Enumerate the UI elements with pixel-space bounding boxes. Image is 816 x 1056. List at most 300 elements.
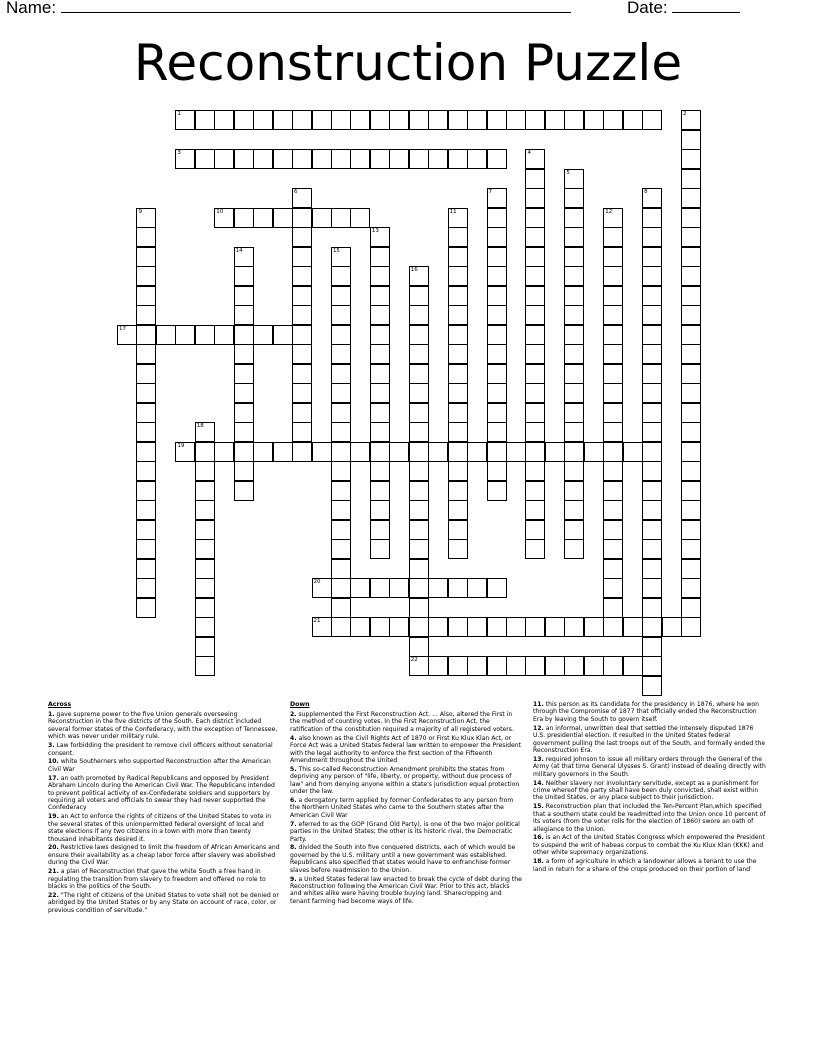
grid-cell[interactable] — [487, 286, 507, 306]
grid-cell[interactable] — [681, 227, 701, 247]
grid-cell[interactable] — [175, 149, 195, 169]
grid-cell[interactable] — [642, 344, 662, 364]
grid-cell[interactable] — [681, 188, 701, 208]
grid-cell[interactable] — [603, 227, 623, 247]
grid-cell[interactable] — [234, 149, 254, 169]
grid-cell[interactable] — [487, 247, 507, 267]
grid-cell[interactable] — [409, 149, 429, 169]
grid-cell[interactable] — [409, 325, 429, 345]
grid-cell[interactable] — [681, 325, 701, 345]
grid-cell[interactable] — [370, 325, 390, 345]
grid-cell[interactable] — [564, 344, 584, 364]
grid-cell[interactable] — [331, 305, 351, 325]
grid-cell[interactable] — [195, 598, 215, 618]
grid-cell[interactable] — [234, 383, 254, 403]
grid-cell[interactable] — [642, 305, 662, 325]
grid-cell[interactable] — [467, 442, 487, 462]
grid-cell[interactable] — [409, 461, 429, 481]
grid-cell[interactable] — [448, 110, 468, 130]
grid-cell[interactable] — [487, 364, 507, 384]
grid-cell[interactable] — [234, 422, 254, 442]
grid-cell[interactable] — [389, 110, 409, 130]
grid-cell[interactable] — [350, 617, 370, 637]
grid-cell[interactable] — [525, 247, 545, 267]
grid-cell[interactable] — [273, 110, 293, 130]
grid-cell[interactable] — [642, 383, 662, 403]
grid-cell[interactable] — [331, 110, 351, 130]
grid-cell[interactable] — [603, 617, 623, 637]
grid-cell[interactable] — [409, 481, 429, 501]
grid-cell[interactable] — [448, 344, 468, 364]
grid-cell[interactable] — [525, 188, 545, 208]
grid-cell[interactable] — [525, 461, 545, 481]
grid-cell[interactable] — [487, 325, 507, 345]
grid-cell[interactable] — [642, 442, 662, 462]
grid-cell[interactable] — [525, 656, 545, 676]
grid-cell[interactable] — [603, 578, 623, 598]
grid-cell[interactable] — [273, 325, 293, 345]
grid-cell[interactable] — [195, 325, 215, 345]
grid-cell[interactable] — [292, 422, 312, 442]
name-field[interactable] — [6, 0, 571, 18]
grid-cell[interactable] — [525, 539, 545, 559]
grid-cell[interactable] — [642, 617, 662, 637]
grid-cell[interactable] — [448, 325, 468, 345]
grid-cell[interactable] — [370, 305, 390, 325]
grid-cell[interactable] — [584, 617, 604, 637]
grid-cell[interactable] — [370, 286, 390, 306]
date-field[interactable] — [627, 0, 740, 18]
grid-cell[interactable] — [642, 110, 662, 130]
grid-cell[interactable] — [292, 442, 312, 462]
grid-cell[interactable] — [136, 325, 156, 345]
grid-cell[interactable] — [525, 344, 545, 364]
grid-cell[interactable] — [448, 286, 468, 306]
grid-cell[interactable] — [370, 266, 390, 286]
grid-cell[interactable] — [234, 208, 254, 228]
grid-cell[interactable] — [273, 208, 293, 228]
grid-cell[interactable] — [623, 110, 643, 130]
grid-cell[interactable] — [564, 481, 584, 501]
grid-cell[interactable] — [564, 461, 584, 481]
grid-cell[interactable] — [448, 656, 468, 676]
grid-cell[interactable] — [564, 325, 584, 345]
grid-cell[interactable] — [156, 325, 176, 345]
grid-cell[interactable] — [467, 110, 487, 130]
grid-cell[interactable] — [234, 305, 254, 325]
grid-cell[interactable] — [136, 344, 156, 364]
grid-cell[interactable] — [175, 110, 195, 130]
grid-cell[interactable] — [564, 442, 584, 462]
grid-cell[interactable] — [525, 442, 545, 462]
grid-cell[interactable] — [545, 442, 565, 462]
grid-cell[interactable] — [564, 617, 584, 637]
grid-cell[interactable] — [603, 344, 623, 364]
grid-cell[interactable] — [389, 617, 409, 637]
grid-cell[interactable] — [448, 247, 468, 267]
grid-cell[interactable] — [603, 383, 623, 403]
grid-cell[interactable] — [428, 110, 448, 130]
grid-cell[interactable] — [564, 305, 584, 325]
grid-cell[interactable] — [642, 578, 662, 598]
grid-cell[interactable] — [273, 149, 293, 169]
grid-cell[interactable] — [136, 598, 156, 618]
grid-cell[interactable] — [136, 364, 156, 384]
grid-cell[interactable] — [584, 442, 604, 462]
grid-cell[interactable] — [564, 266, 584, 286]
grid-cell[interactable] — [603, 208, 623, 228]
grid-cell[interactable] — [292, 403, 312, 423]
grid-cell[interactable] — [331, 500, 351, 520]
grid-cell[interactable] — [136, 520, 156, 540]
grid-cell[interactable] — [370, 422, 390, 442]
grid-cell[interactable] — [487, 188, 507, 208]
grid-cell[interactable] — [331, 578, 351, 598]
grid-cell[interactable] — [175, 442, 195, 462]
grid-cell[interactable] — [603, 305, 623, 325]
grid-cell[interactable] — [253, 442, 273, 462]
grid-cell[interactable] — [448, 149, 468, 169]
grid-cell[interactable] — [312, 208, 332, 228]
grid-cell[interactable] — [467, 149, 487, 169]
grid-cell[interactable] — [681, 481, 701, 501]
grid-cell[interactable] — [331, 422, 351, 442]
grid-cell[interactable] — [506, 656, 526, 676]
grid-cell[interactable] — [234, 461, 254, 481]
grid-cell[interactable] — [681, 364, 701, 384]
grid-cell[interactable] — [681, 617, 701, 637]
grid-cell[interactable] — [331, 247, 351, 267]
grid-cell[interactable] — [195, 539, 215, 559]
grid-cell[interactable] — [331, 208, 351, 228]
grid-cell[interactable] — [428, 578, 448, 598]
grid-cell[interactable] — [448, 617, 468, 637]
grid-cell[interactable] — [681, 461, 701, 481]
grid-cell[interactable] — [603, 247, 623, 267]
grid-cell[interactable] — [253, 325, 273, 345]
grid-cell[interactable] — [467, 578, 487, 598]
grid-cell[interactable] — [370, 520, 390, 540]
grid-cell[interactable] — [234, 442, 254, 462]
grid-cell[interactable] — [409, 442, 429, 462]
grid-cell[interactable] — [389, 149, 409, 169]
grid-cell[interactable] — [370, 149, 390, 169]
grid-cell[interactable] — [292, 110, 312, 130]
grid-cell[interactable] — [642, 598, 662, 618]
grid-cell[interactable] — [214, 442, 234, 462]
grid-cell[interactable] — [195, 461, 215, 481]
grid-cell[interactable] — [564, 247, 584, 267]
grid-cell[interactable] — [525, 208, 545, 228]
grid-cell[interactable] — [292, 325, 312, 345]
grid-cell[interactable] — [525, 305, 545, 325]
grid-cell[interactable] — [195, 637, 215, 657]
grid-cell[interactable] — [234, 110, 254, 130]
grid-cell[interactable] — [409, 266, 429, 286]
grid-cell[interactable] — [195, 656, 215, 676]
grid-cell[interactable] — [331, 598, 351, 618]
grid-cell[interactable] — [642, 520, 662, 540]
grid-cell[interactable] — [525, 110, 545, 130]
grid-cell[interactable] — [681, 169, 701, 189]
grid-cell[interactable] — [331, 461, 351, 481]
grid-cell[interactable] — [545, 617, 565, 637]
grid-cell[interactable] — [487, 227, 507, 247]
grid-cell[interactable] — [195, 617, 215, 637]
grid-cell[interactable] — [292, 266, 312, 286]
grid-cell[interactable] — [195, 500, 215, 520]
grid-cell[interactable] — [564, 364, 584, 384]
grid-cell[interactable] — [117, 325, 137, 345]
grid-cell[interactable] — [564, 169, 584, 189]
grid-cell[interactable] — [409, 578, 429, 598]
grid-cell[interactable] — [136, 266, 156, 286]
grid-cell[interactable] — [370, 247, 390, 267]
grid-cell[interactable] — [603, 598, 623, 618]
grid-cell[interactable] — [603, 422, 623, 442]
grid-cell[interactable] — [136, 403, 156, 423]
grid-cell[interactable] — [525, 364, 545, 384]
grid-cell[interactable] — [642, 188, 662, 208]
grid-cell[interactable] — [623, 442, 643, 462]
grid-cell[interactable] — [195, 520, 215, 540]
grid-cell[interactable] — [642, 559, 662, 579]
grid-cell[interactable] — [292, 188, 312, 208]
grid-cell[interactable] — [487, 149, 507, 169]
grid-cell[interactable] — [331, 617, 351, 637]
grid-cell[interactable] — [525, 325, 545, 345]
grid-cell[interactable] — [448, 305, 468, 325]
grid-cell[interactable] — [642, 266, 662, 286]
grid-cell[interactable] — [428, 442, 448, 462]
grid-cell[interactable] — [642, 481, 662, 501]
grid-cell[interactable] — [136, 461, 156, 481]
name-line[interactable] — [61, 0, 571, 13]
grid-cell[interactable] — [312, 578, 332, 598]
grid-cell[interactable] — [409, 286, 429, 306]
grid-cell[interactable] — [389, 442, 409, 462]
grid-cell[interactable] — [681, 403, 701, 423]
grid-cell[interactable] — [603, 403, 623, 423]
grid-cell[interactable] — [175, 325, 195, 345]
grid-cell[interactable] — [370, 578, 390, 598]
grid-cell[interactable] — [136, 559, 156, 579]
grid-cell[interactable] — [136, 422, 156, 442]
grid-cell[interactable] — [525, 286, 545, 306]
grid-cell[interactable] — [525, 617, 545, 637]
grid-cell[interactable] — [603, 110, 623, 130]
grid-cell[interactable] — [681, 110, 701, 130]
grid-cell[interactable] — [448, 403, 468, 423]
grid-cell[interactable] — [331, 559, 351, 579]
grid-cell[interactable] — [312, 149, 332, 169]
grid-cell[interactable] — [681, 578, 701, 598]
grid-cell[interactable] — [331, 149, 351, 169]
grid-cell[interactable] — [487, 266, 507, 286]
grid-cell[interactable] — [681, 422, 701, 442]
grid-cell[interactable] — [195, 422, 215, 442]
grid-cell[interactable] — [331, 266, 351, 286]
grid-cell[interactable] — [487, 110, 507, 130]
grid-cell[interactable] — [234, 344, 254, 364]
grid-cell[interactable] — [642, 637, 662, 657]
grid-cell[interactable] — [525, 520, 545, 540]
grid-cell[interactable] — [234, 247, 254, 267]
grid-cell[interactable] — [681, 305, 701, 325]
grid-cell[interactable] — [448, 481, 468, 501]
grid-cell[interactable] — [234, 364, 254, 384]
grid-cell[interactable] — [273, 442, 293, 462]
grid-cell[interactable] — [136, 481, 156, 501]
grid-cell[interactable] — [428, 656, 448, 676]
grid-cell[interactable] — [487, 617, 507, 637]
grid-cell[interactable] — [331, 325, 351, 345]
grid-cell[interactable] — [564, 110, 584, 130]
grid-cell[interactable] — [448, 442, 468, 462]
grid-cell[interactable] — [292, 305, 312, 325]
grid-cell[interactable] — [136, 500, 156, 520]
grid-cell[interactable] — [487, 403, 507, 423]
grid-cell[interactable] — [642, 325, 662, 345]
grid-cell[interactable] — [312, 110, 332, 130]
grid-cell[interactable] — [370, 500, 390, 520]
grid-cell[interactable] — [214, 325, 234, 345]
grid-cell[interactable] — [642, 656, 662, 676]
grid-cell[interactable] — [428, 617, 448, 637]
grid-cell[interactable] — [136, 442, 156, 462]
grid-cell[interactable] — [409, 500, 429, 520]
grid-cell[interactable] — [448, 500, 468, 520]
grid-cell[interactable] — [409, 559, 429, 579]
grid-cell[interactable] — [292, 344, 312, 364]
grid-cell[interactable] — [409, 598, 429, 618]
grid-cell[interactable] — [545, 656, 565, 676]
grid-cell[interactable] — [681, 442, 701, 462]
grid-cell[interactable] — [409, 305, 429, 325]
grid-cell[interactable] — [448, 461, 468, 481]
grid-cell[interactable] — [409, 364, 429, 384]
grid-cell[interactable] — [603, 442, 623, 462]
grid-cell[interactable] — [331, 403, 351, 423]
grid-cell[interactable] — [525, 227, 545, 247]
grid-cell[interactable] — [331, 442, 351, 462]
grid-cell[interactable] — [642, 208, 662, 228]
grid-cell[interactable] — [642, 539, 662, 559]
grid-cell[interactable] — [564, 520, 584, 540]
grid-cell[interactable] — [487, 481, 507, 501]
grid-cell[interactable] — [564, 500, 584, 520]
grid-cell[interactable] — [525, 383, 545, 403]
grid-cell[interactable] — [681, 559, 701, 579]
grid-cell[interactable] — [409, 422, 429, 442]
grid-cell[interactable] — [409, 539, 429, 559]
grid-cell[interactable] — [448, 227, 468, 247]
grid-cell[interactable] — [642, 676, 662, 696]
grid-cell[interactable] — [564, 656, 584, 676]
grid-cell[interactable] — [234, 266, 254, 286]
grid-cell[interactable] — [487, 442, 507, 462]
grid-cell[interactable] — [448, 539, 468, 559]
grid-cell[interactable] — [409, 617, 429, 637]
grid-cell[interactable] — [214, 149, 234, 169]
grid-cell[interactable] — [370, 461, 390, 481]
grid-cell[interactable] — [525, 149, 545, 169]
grid-cell[interactable] — [603, 364, 623, 384]
grid-cell[interactable] — [370, 227, 390, 247]
grid-cell[interactable] — [292, 208, 312, 228]
grid-cell[interactable] — [350, 442, 370, 462]
grid-cell[interactable] — [253, 110, 273, 130]
grid-cell[interactable] — [642, 422, 662, 442]
grid-cell[interactable] — [370, 110, 390, 130]
grid-cell[interactable] — [487, 208, 507, 228]
grid-cell[interactable] — [350, 578, 370, 598]
grid-cell[interactable] — [448, 520, 468, 540]
grid-cell[interactable] — [409, 520, 429, 540]
grid-cell[interactable] — [681, 208, 701, 228]
grid-cell[interactable] — [331, 286, 351, 306]
grid-cell[interactable] — [584, 110, 604, 130]
grid-cell[interactable] — [195, 110, 215, 130]
grid-cell[interactable] — [642, 247, 662, 267]
grid-cell[interactable] — [681, 539, 701, 559]
grid-cell[interactable] — [370, 383, 390, 403]
grid-cell[interactable] — [525, 500, 545, 520]
grid-cell[interactable] — [545, 110, 565, 130]
grid-cell[interactable] — [136, 578, 156, 598]
grid-cell[interactable] — [662, 617, 682, 637]
grid-cell[interactable] — [331, 539, 351, 559]
grid-cell[interactable] — [292, 364, 312, 384]
grid-cell[interactable] — [603, 559, 623, 579]
grid-cell[interactable] — [370, 442, 390, 462]
grid-cell[interactable] — [603, 500, 623, 520]
grid-cell[interactable] — [312, 442, 332, 462]
grid-cell[interactable] — [525, 403, 545, 423]
grid-cell[interactable] — [409, 656, 429, 676]
grid-cell[interactable] — [292, 383, 312, 403]
grid-cell[interactable] — [564, 188, 584, 208]
grid-cell[interactable] — [312, 617, 332, 637]
grid-cell[interactable] — [136, 227, 156, 247]
grid-cell[interactable] — [487, 656, 507, 676]
grid-cell[interactable] — [623, 656, 643, 676]
grid-cell[interactable] — [642, 403, 662, 423]
grid-cell[interactable] — [331, 481, 351, 501]
grid-cell[interactable] — [525, 422, 545, 442]
grid-cell[interactable] — [487, 422, 507, 442]
grid-cell[interactable] — [448, 208, 468, 228]
grid-cell[interactable] — [136, 539, 156, 559]
grid-cell[interactable] — [642, 500, 662, 520]
grid-cell[interactable] — [681, 130, 701, 150]
grid-cell[interactable] — [564, 227, 584, 247]
grid-cell[interactable] — [681, 598, 701, 618]
grid-cell[interactable] — [623, 617, 643, 637]
grid-cell[interactable] — [350, 208, 370, 228]
grid-cell[interactable] — [584, 656, 604, 676]
grid-cell[interactable] — [292, 227, 312, 247]
grid-cell[interactable] — [681, 520, 701, 540]
grid-cell[interactable] — [642, 286, 662, 306]
grid-cell[interactable] — [603, 325, 623, 345]
grid-cell[interactable] — [564, 286, 584, 306]
grid-cell[interactable] — [681, 247, 701, 267]
grid-cell[interactable] — [136, 208, 156, 228]
grid-cell[interactable] — [681, 500, 701, 520]
grid-cell[interactable] — [370, 539, 390, 559]
grid-cell[interactable] — [292, 149, 312, 169]
